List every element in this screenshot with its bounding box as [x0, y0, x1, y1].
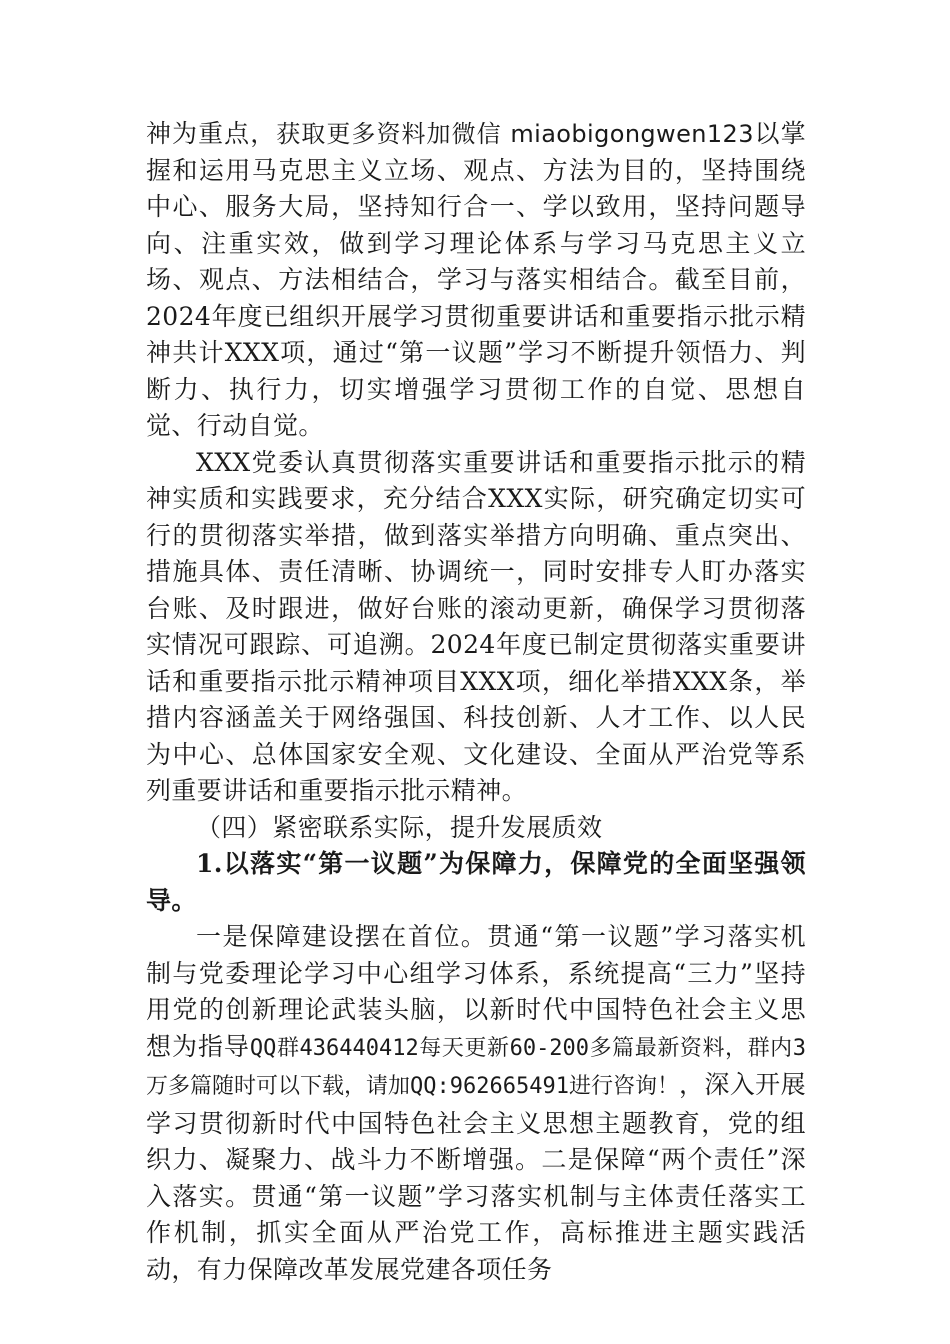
paragraph-3-rest: ，深入开展学习贯彻新时代中国特色社会主义思想主题教育，党的组织力、凝聚力、战斗力不断增强。二是保障“两个责任”深入落实。贯通“第一议题”学习落实机制与主体责任落实工作机制，抓实全面从严治党工作，高标推进主题实践活动，有力保障改革发展党建各项任务: [146, 1070, 806, 1284]
section-heading: （四）紧密联系实际，提升发展质效: [196, 812, 603, 842]
paragraph-1-rest: 以掌握和运用马克思主义立场、观点、方法为目的，坚持围绕中心、服务大局，坚持知行合一、学以致用，坚持问题导向、注重实效，做到学习理论体系与学习马克思主义立场、观点、方法相结合，学习与落实相结合。截至目前，2024年度已组织开展学习贯彻重要讲话和重要指示批示精神共计XXX项，通过“第一议题”学习不断提升领悟力、判断力、执行力，切实增强学习贯彻工作的自觉、思想自觉、行动自觉。: [146, 119, 806, 440]
subheading: 1.以落实“第一议题”为保障力，保障党的全面坚强领导。: [146, 849, 806, 915]
paragraph-3: [146, 919, 806, 1288]
paragraph-3-start: 一是保障建设摆在首位。贯通“第一议题”学习落实机制与党委理论学习中心组学习体系，系统提高“三力”坚持用党的创新理论武装头脑，以新时代中国特色社会主义思想为指导: [146, 922, 806, 1061]
paragraph-2: XXX党委认真贯彻落实重要讲话和重要指示批示的精神实质和实践要求，充分结合XXX实际，研究确定切实可行的贯彻落实举措，做到落实举措方向明确、重点突出、措施具体、责任清晰、协调统一，同时安排专人盯办落实台账、及时跟进，做好台账的滚动更新，确保学习贯彻落实情况可跟踪、可追溯。2024年度已制定贯彻落实重要讲话和重要指示批示精神项目XXX项，细化举措XXX条，举措内容涵盖关于网络强国、科技创新、人才工作、以人民为中心、总体国家安全观、文化建设、全面从严治党等系列重要讲话和重要指示批示精神。: [146, 447, 806, 805]
document-body: [146, 116, 806, 1288]
paragraph-1-start: 神为重点，: [146, 119, 277, 148]
paragraph-1: [146, 116, 806, 445]
watermark-text: 获取更多资料加微信 miaobigongwen123: [276, 120, 754, 148]
qq-ad-text: QQ群436440412每天更新60-200多篇最新资料，群内3万多篇随时可以下载，请加QQ:962665491进行咨询！: [146, 1035, 806, 1099]
